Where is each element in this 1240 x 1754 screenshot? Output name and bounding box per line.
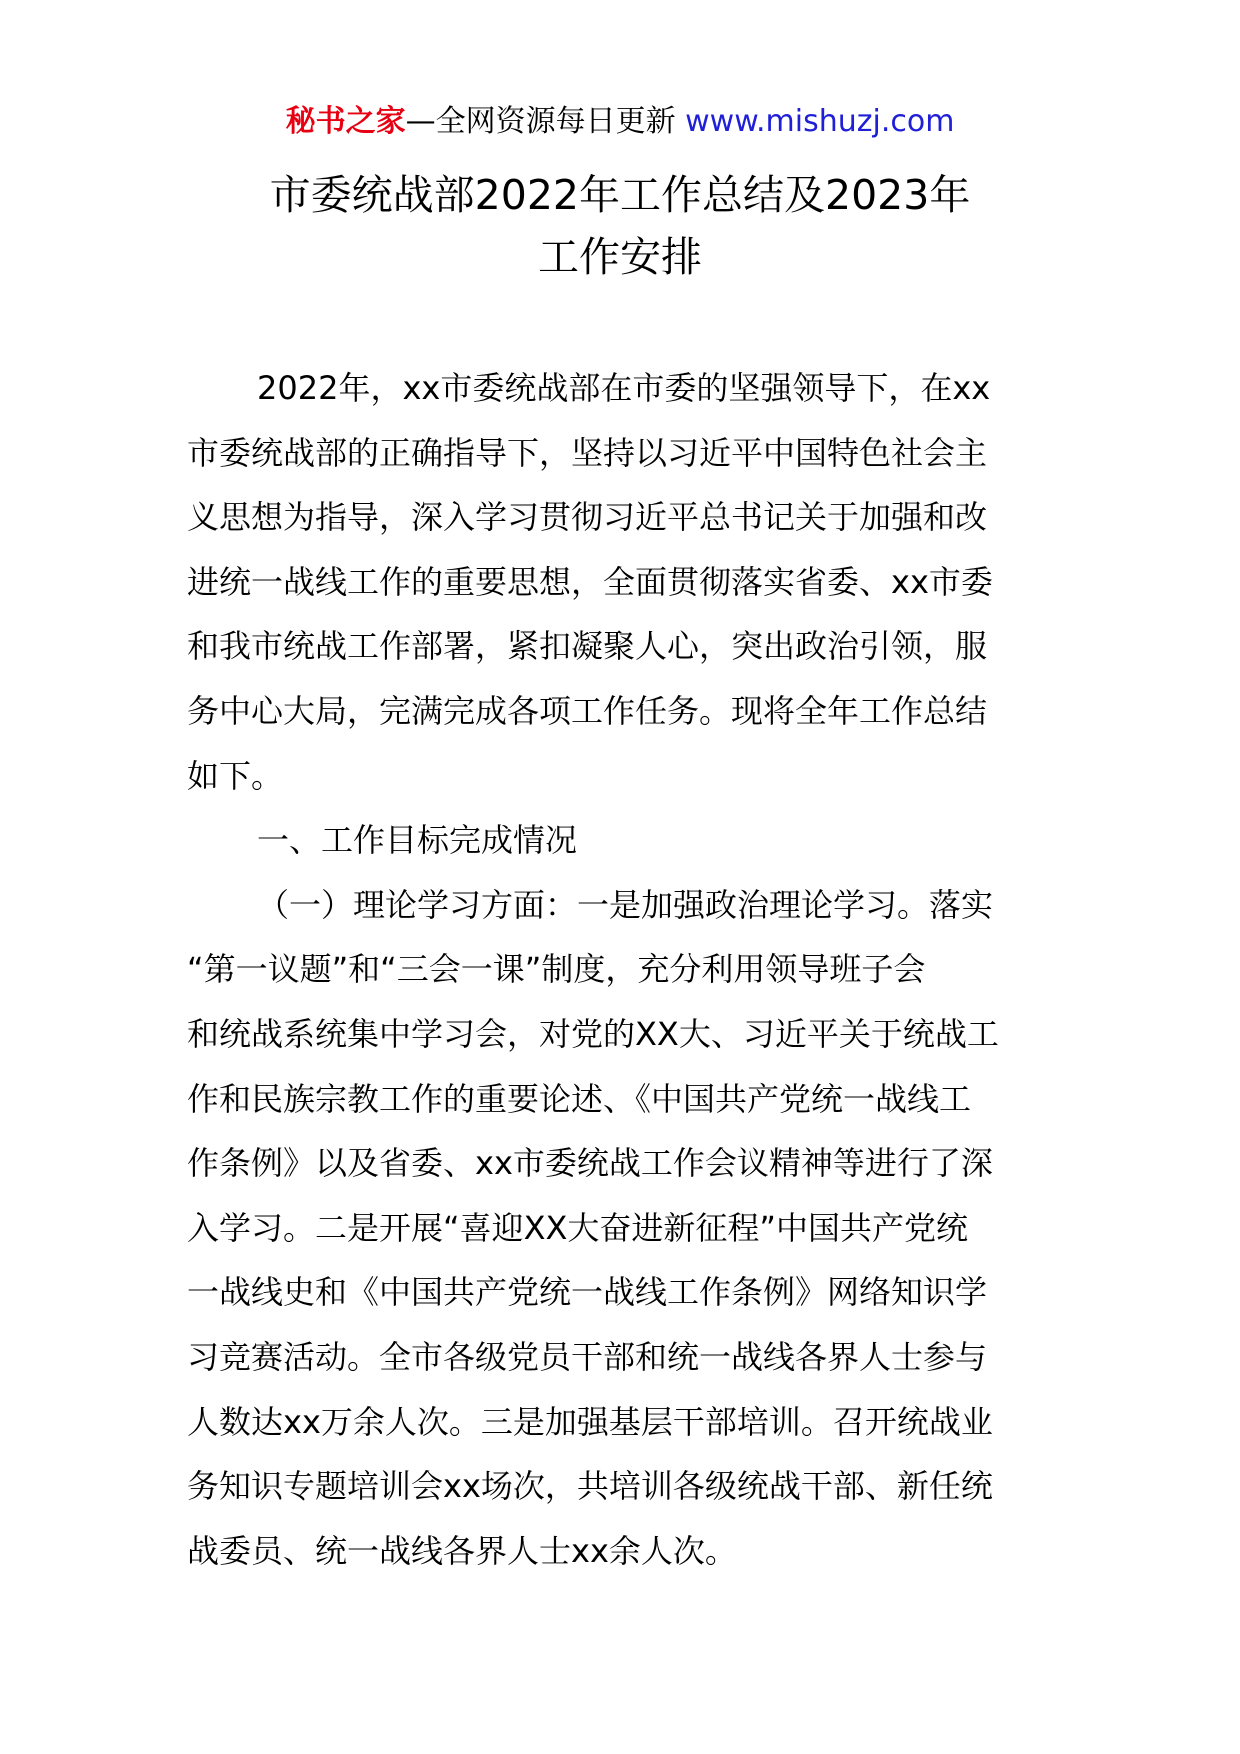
body-line: 和统战系统集中学习会，对党的XX大、习近平关于统战工 (187, 1014, 999, 1053)
body-line: 2022年，xx市委统战部在市委的坚强领导下，在xx (257, 369, 991, 407)
body-line: 进统一战线工作的重要思想，全面贯彻落实省委、xx市委 (187, 562, 993, 601)
body-line: 和我市统战工作部署，紧扣凝聚人心，突出政治引领，服 (187, 627, 988, 666)
header-tagline: —全网资源每日更新 (405, 104, 676, 139)
title-line-1: 市委统战部2022年工作总结及2023年 (269, 171, 971, 219)
body-line: 义思想为指导，深入学习贯彻习近平总书记关于加强和改 (187, 498, 988, 537)
body-line: 如下。 (187, 756, 284, 795)
body-line: 市委统战部的正确指导下，坚持以习近平中国特色社会主 (187, 433, 988, 472)
body-line: 入学习。二是开展“喜迎XX大奋进新征程”中国共产党统 (187, 1208, 969, 1247)
brand-name: 秘书之家 (285, 104, 406, 139)
section-heading: 一、工作目标完成情况 (257, 821, 578, 860)
body-line: 习竞赛活动。全市各级党员干部和统一战线各界人士参与 (187, 1337, 988, 1376)
body-line: “第一议题”和“三会一课”制度，充分利用领导班子会 (187, 950, 926, 989)
body-line: 作条例》以及省委、xx市委统战工作会议精神等进行了深 (187, 1144, 993, 1183)
title-line-2: 工作安排 (538, 233, 702, 281)
document-title (0, 164, 1240, 288)
document-body (187, 356, 1057, 1583)
site-header (0, 102, 1240, 142)
body-line: （一）理论学习方面：一是加强政治理论学习。落实 (257, 885, 994, 924)
body-line: 务中心大局，完满完成各项工作任务。现将全年工作总结 (187, 691, 988, 730)
body-line: 作和民族宗教工作的重要论述、《中国共产党统一战线工 (187, 1079, 972, 1118)
body-line: 一战线史和《中国共产党统一战线工作条例》网络知识学 (187, 1273, 988, 1312)
body-line: 战委员、统一战线各界人士xx余人次。 (187, 1531, 737, 1570)
site-url-link[interactable]: www.mishuzj.com (685, 104, 955, 139)
body-line: 人数达xx万余人次。三是加强基层干部培训。召开统战业 (187, 1402, 993, 1441)
body-line: 务知识专题培训会xx场次，共培训各级统战干部、新任统 (187, 1467, 993, 1506)
